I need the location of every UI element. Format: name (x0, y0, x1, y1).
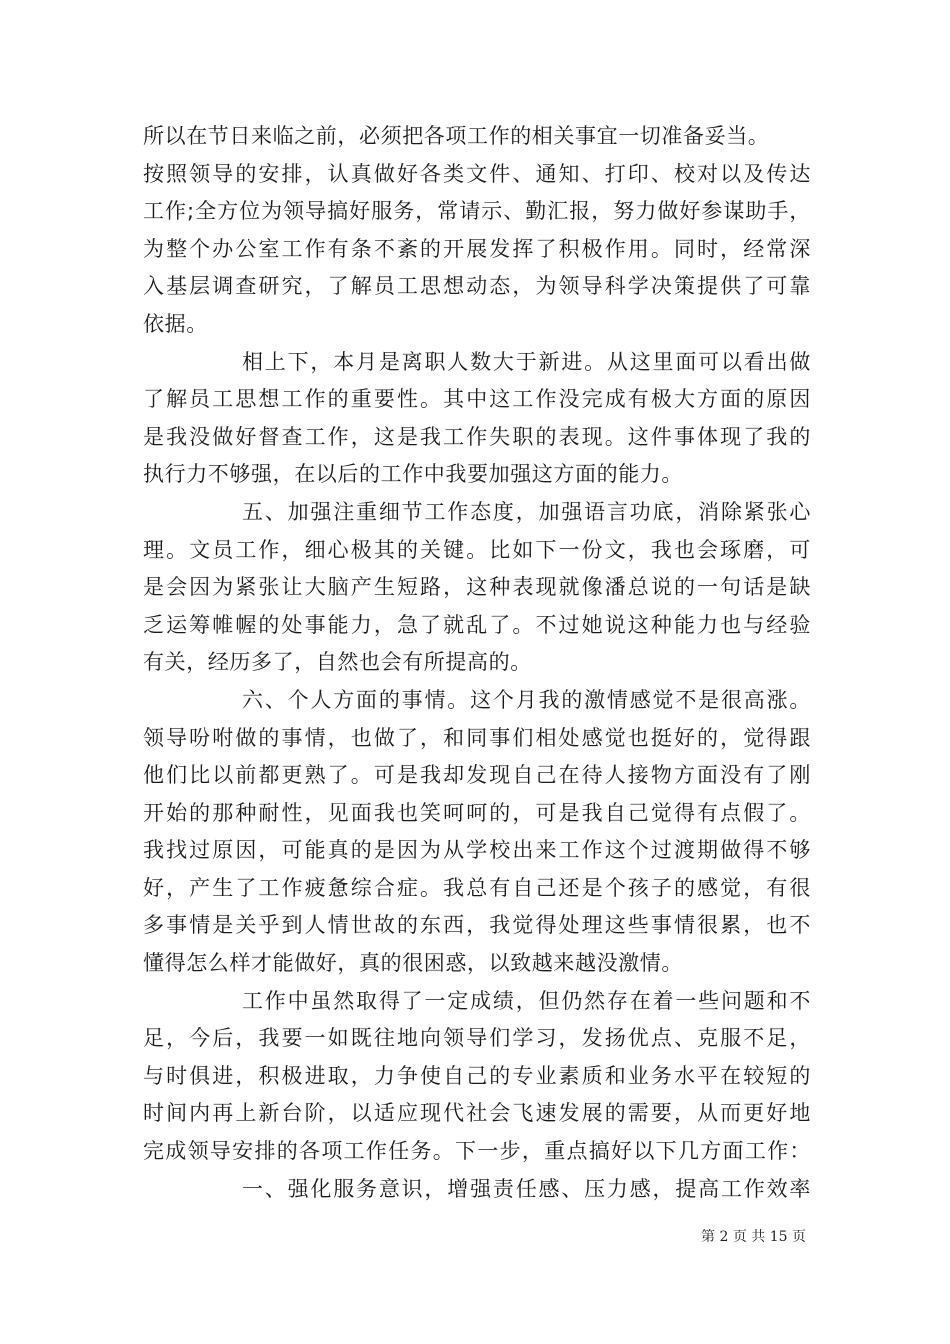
text-line: 所以在节日来临之前，必须把各项工作的相关事宜一切准备妥当。 (143, 124, 770, 148)
text-line: 理。文员工作，细心极其的关键。比如下一份文，我也会琢磨，可 (143, 537, 811, 562)
text-line: 时间内再上新台阶，以适应现代社会飞速发展的需要，从而更好地 (143, 1101, 811, 1126)
paragraph-first-line: 五、加强注重细节工作态度，加强语言功底，消除紧张心 (242, 499, 811, 524)
text-line: 开始的那种耐性，见面我也笑呵呵的，可是我自己觉得有点假了。 (143, 800, 811, 825)
text-line: 有关，经历多了，自然也会有所提高的。 (143, 650, 532, 675)
text-line: 我找过原因，可能真的是因为从学校出来工作这个过渡期做得不够 (143, 838, 811, 863)
text-line: 好，产生了工作疲惫综合症。我总有自己还是个孩子的感觉，有很 (143, 875, 811, 900)
text-line: 为整个办公室工作有条不紊的开展发挥了积极作用。同时，经常深 (143, 236, 811, 261)
paragraph-first-line: 一、强化服务意识，增强责任感、压力感，提高工作效率 (242, 1176, 811, 1201)
paragraph-first-line: 工作中虽然取得了一定成绩，但仍然存在着一些问题和不 (242, 988, 811, 1013)
text-line: 依据。 (143, 311, 208, 336)
text-line: 是我没做好督查工作，这是我工作失职的表现。这件事体现了我的 (143, 424, 811, 449)
text-line: 懂得怎么样才能做好，真的很困惑，以致越来越没激情。 (143, 951, 683, 976)
text-line: 领导吩咐做的事情，也做了，和同事们相处感觉也挺好的，觉得跟 (143, 725, 811, 750)
text-line: 完成领导安排的各项工作任务。下一步，重点搞好以下几方面工作： (143, 1139, 811, 1164)
text-line: 按照领导的安排，认真做好各类文件、通知、打印、校对以及传达 (143, 161, 811, 186)
text-line: 他们比以前都更熟了。可是我却发现自己在待人接物方面没有了刚 (143, 763, 811, 788)
page-number-footer: 第 2 页 共 15 页 (701, 1229, 806, 1245)
text-line: 与时俱进，积极进取，力争使自己的专业素质和业务水平在较短的 (143, 1063, 811, 1088)
body-text (143, 118, 811, 1208)
text-line: 足，今后，我要一如既往地向领导们学习，发扬优点、克服不足， (143, 1026, 811, 1051)
text-line: 乏运筹帷幄的处事能力，急了就乱了。不过她说这种能力也与经验 (143, 612, 811, 637)
text-line: 多事情是关乎到人情世故的东西，我觉得处理这些事情很累，也不 (143, 913, 811, 938)
text-line: 工作;全方位为领导搞好服务，常请示、勤汇报，努力做好参谋助手， (143, 199, 811, 224)
paragraph-first-line: 六、个人方面的事情。这个月我的激情感觉不是很高涨。 (242, 687, 811, 712)
text-line: 是会因为紧张让大脑产生短路，这种表现就像潘总说的一句话是缺 (143, 575, 811, 600)
text-line: 入基层调查研究，了解员工思想动态，为领导科学决策提供了可靠 (143, 274, 811, 299)
text-line: 了解员工思想工作的重要性。其中这工作没完成有极大方面的原因 (143, 387, 811, 412)
text-line: 执行力不够强，在以后的工作中我要加强这方面的能力。 (143, 462, 683, 487)
paragraph-first-line: 相上下，本月是离职人数大于新进。从这里面可以看出做 (242, 349, 811, 374)
